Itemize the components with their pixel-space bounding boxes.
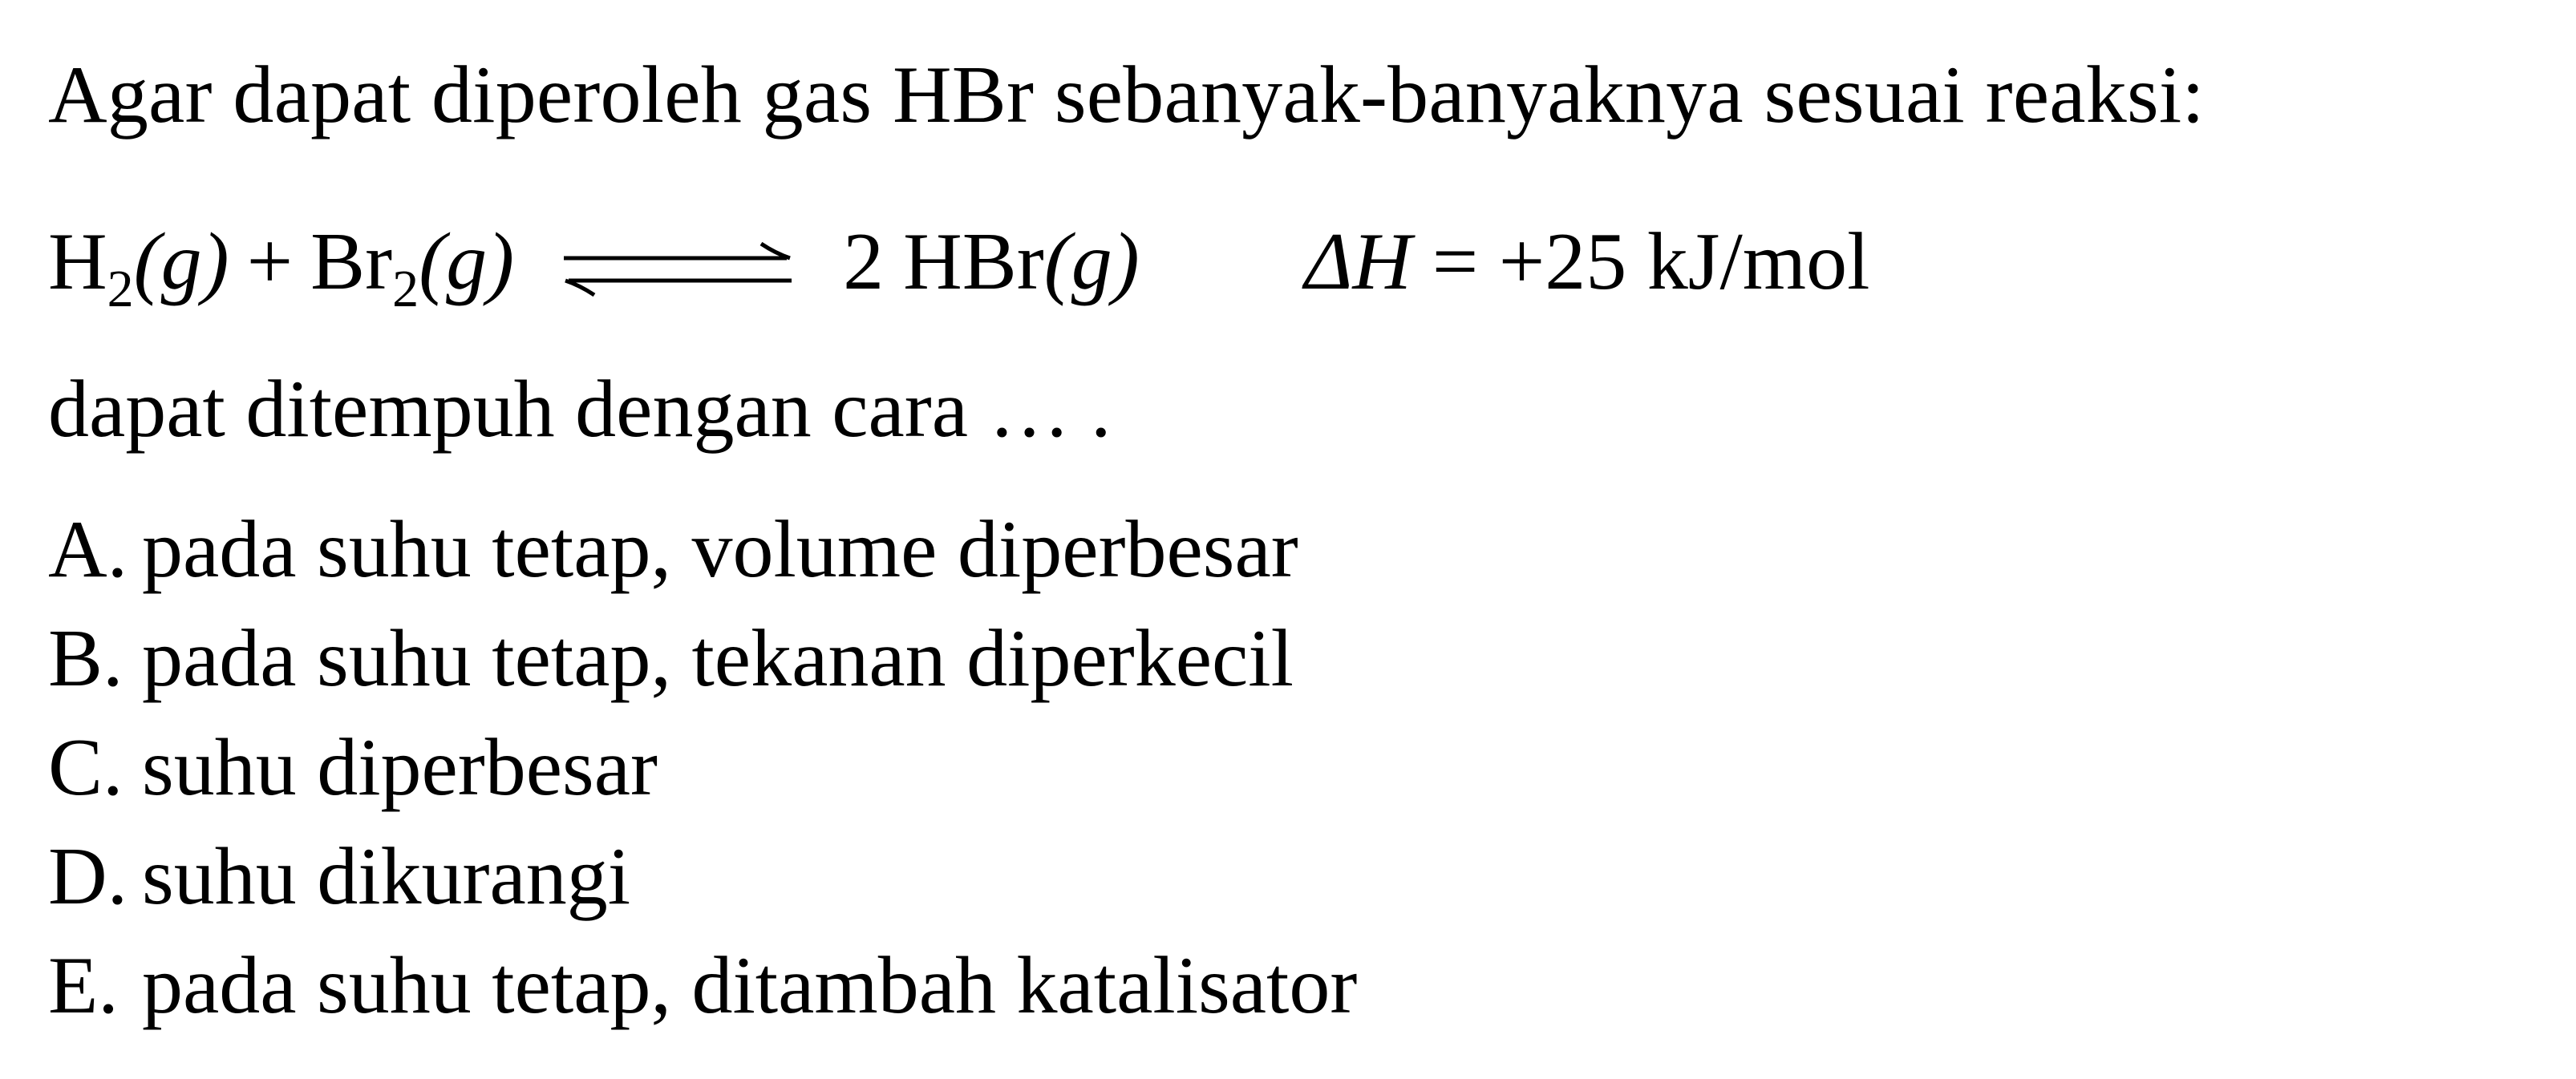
option-text: pada suhu tetap, volume diperbesar xyxy=(142,504,1298,595)
equilibrium-arrow-icon xyxy=(561,240,795,297)
reactant-h2-state: (g) xyxy=(133,216,229,307)
delta-h-symbol: ΔH xyxy=(1304,216,1412,307)
answer-options xyxy=(48,504,1358,1054)
option-letter: E. xyxy=(48,940,119,1031)
enthalpy-change xyxy=(1304,216,1870,307)
option-letter: A. xyxy=(48,504,128,595)
reactant-h2: $H_2$ xyxy=(48,216,134,318)
question-stem: Agar dapat diperoleh gas HBr sebanyak-banyaknya sesuai reaksi: xyxy=(48,50,2205,140)
option-text: pada suhu tetap, ditambah katalisator xyxy=(142,940,1358,1031)
option-letter: B. xyxy=(48,613,124,704)
option-text: suhu dikurangi xyxy=(142,831,631,922)
option-text: pada suhu tetap, tekanan diperkecil xyxy=(142,613,1294,704)
option-c[interactable] xyxy=(48,722,1357,836)
option-a[interactable] xyxy=(48,504,1357,618)
option-b[interactable] xyxy=(48,613,1357,727)
question-prompt: dapat ditempuh dengan cara … . xyxy=(48,364,1112,455)
option-d[interactable] xyxy=(48,831,1357,945)
option-text: suhu diperbesar xyxy=(142,722,658,813)
delta-h-value: = +25 kJ/mol xyxy=(1412,216,1870,307)
reactant-br2-state: (g) xyxy=(419,216,515,307)
reaction-equation xyxy=(48,216,1870,318)
option-e[interactable] xyxy=(48,940,1358,1054)
option-letter: D. xyxy=(48,831,128,922)
reactant-br2: $Br_2$ xyxy=(310,216,419,318)
product-hbr: HBr xyxy=(903,216,1044,307)
plus-sign: + xyxy=(246,216,294,307)
option-letter: C. xyxy=(48,722,124,813)
product-coefficient: 2 xyxy=(843,216,885,307)
product-hbr-state: (g) xyxy=(1043,216,1140,307)
